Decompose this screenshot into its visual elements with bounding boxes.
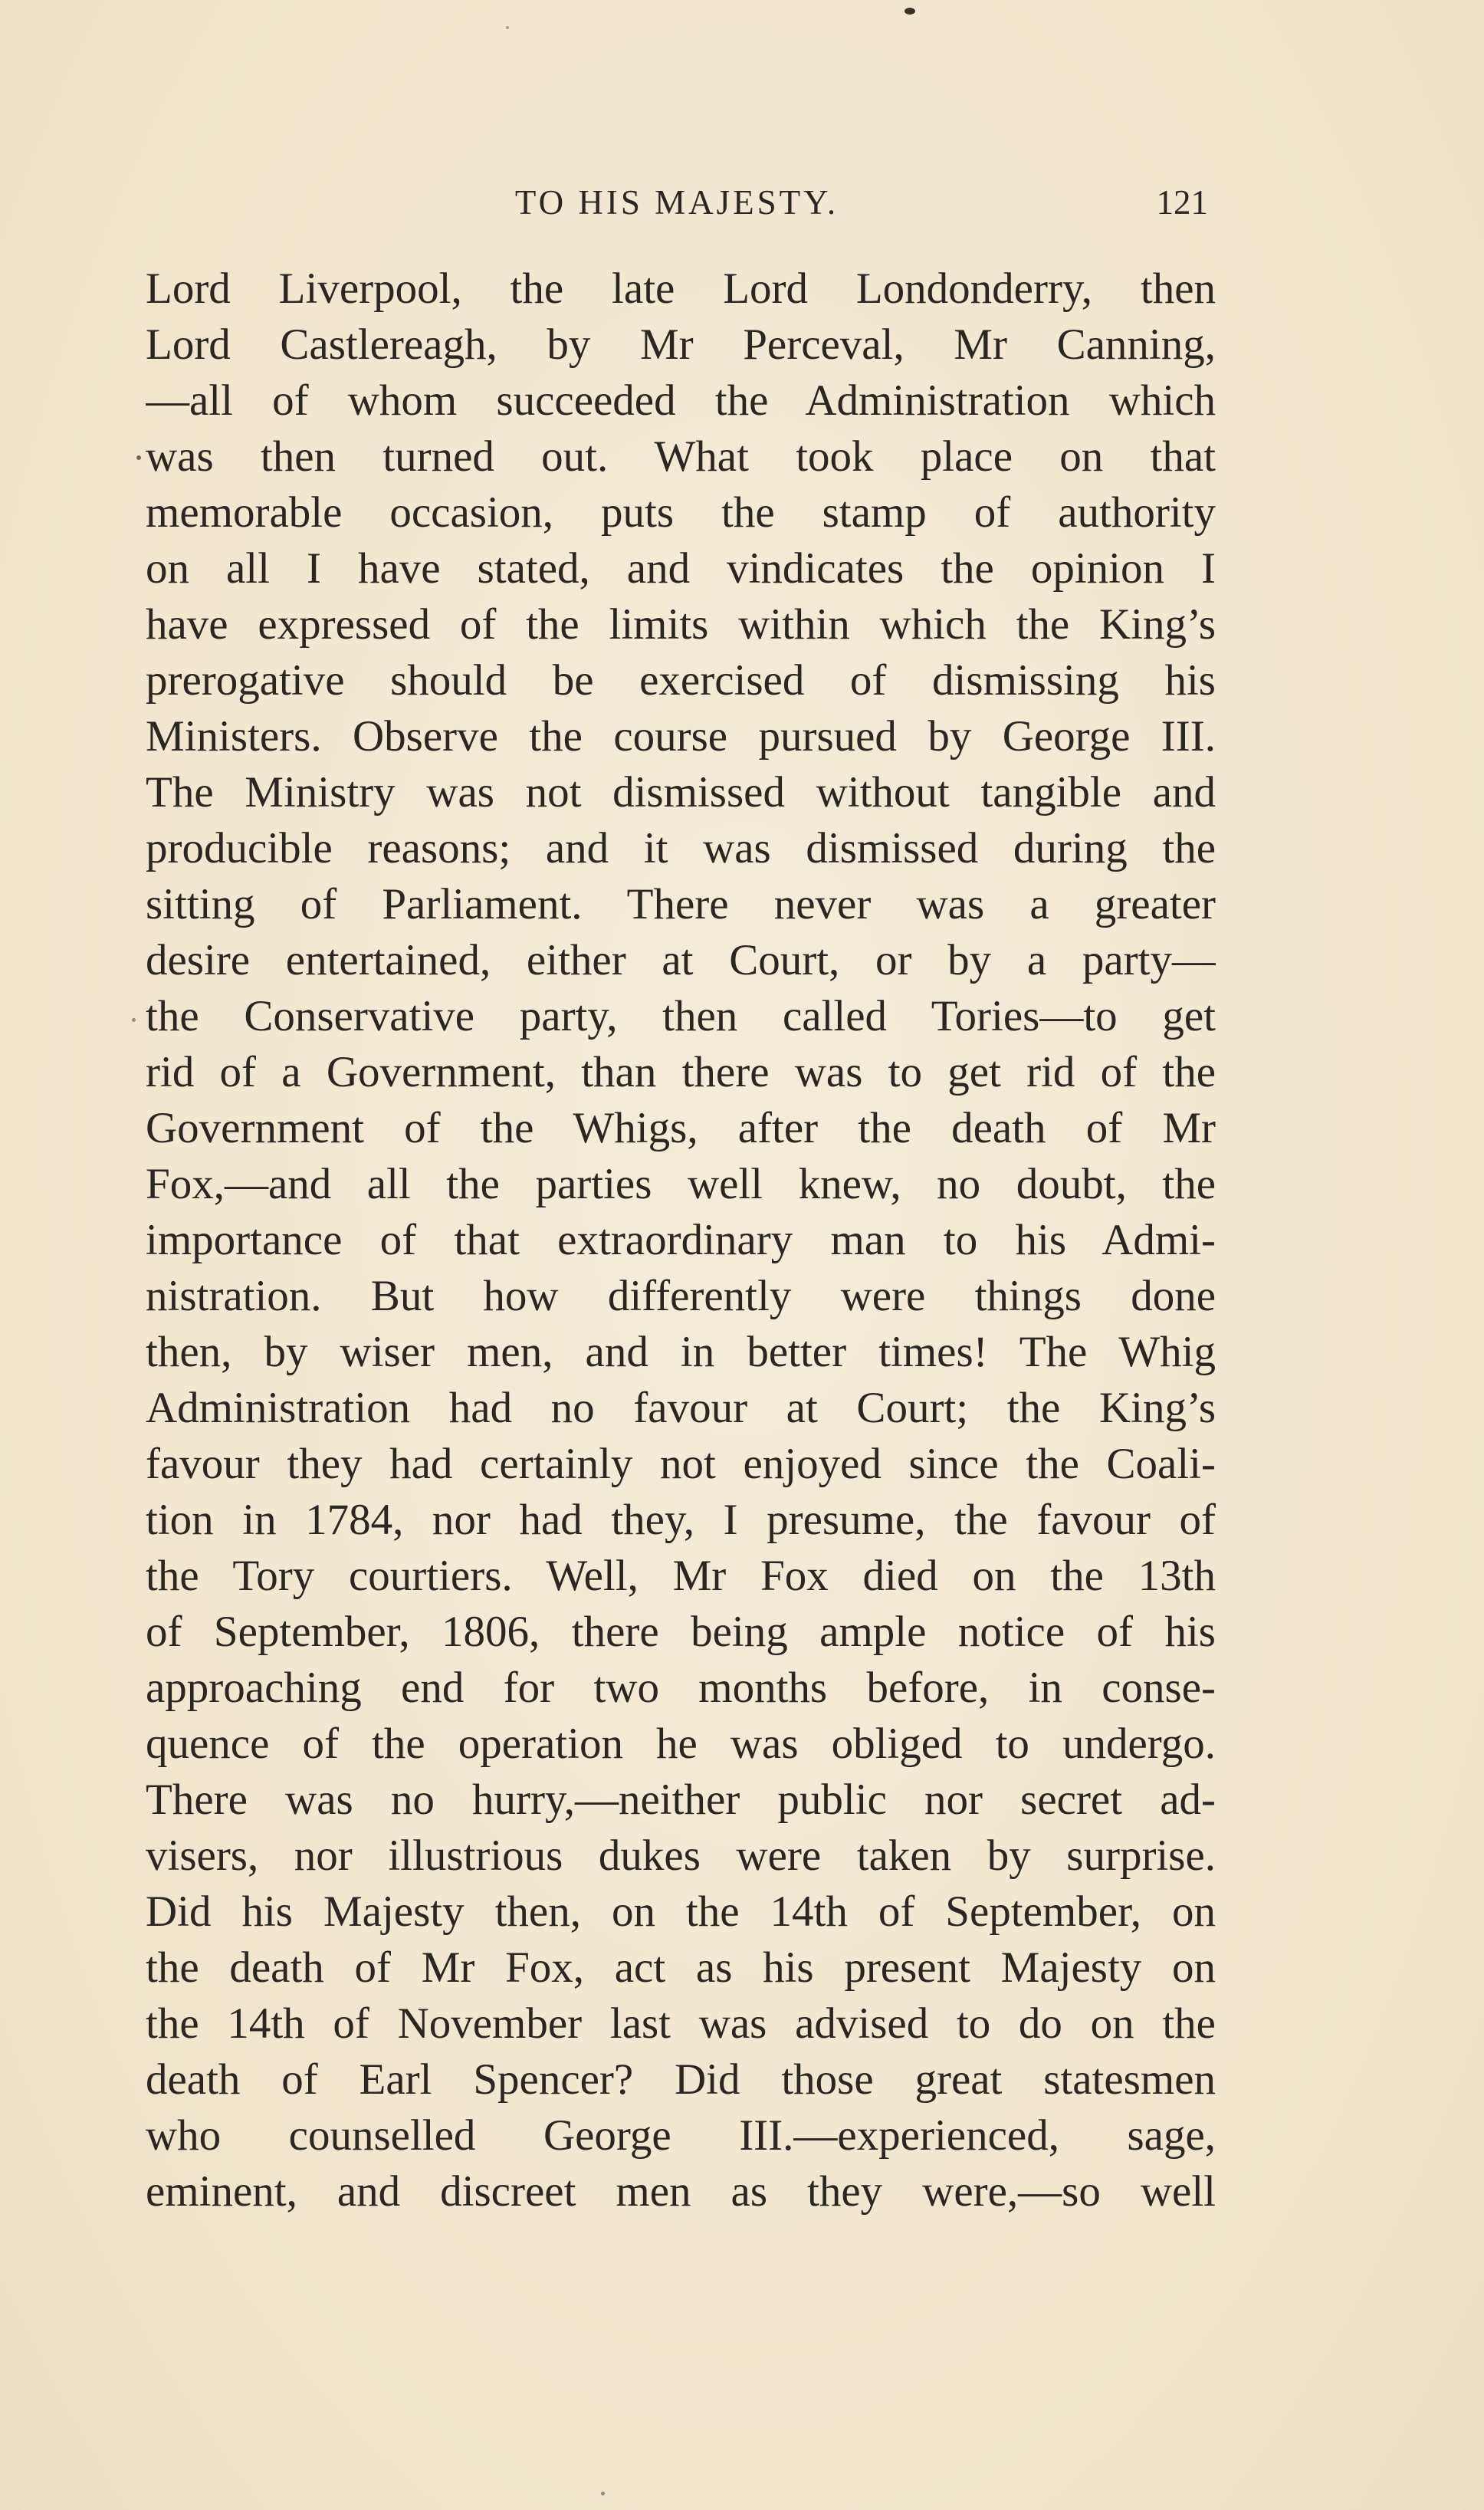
text-line: of September, 1806, there being ample notice of his (146, 1608, 1216, 1656)
text-line: memorable occasion, puts the stamp of authority (146, 488, 1216, 537)
page-number: 121 (1156, 183, 1208, 222)
text-line: rid of a Government, than there was to get rid of the (146, 1048, 1216, 1096)
text-line: approaching end for two months before, in conse- (146, 1664, 1216, 1712)
text-line: desire entertained, either at Court, or by a party— (146, 936, 1216, 984)
text-line: Fox,—and all the parties well knew, no doubt, the (146, 1160, 1216, 1208)
text-line: —all of whom succeeded the Administration which (146, 376, 1216, 425)
text-line: Lord Liverpool, the late Lord Londonderry, then (146, 264, 1216, 313)
text-line: was then turned out. What took place on that (146, 432, 1216, 481)
text-line: visers, nor illustrious dukes were taken by surprise. (146, 1832, 1216, 1880)
text-line: Government of the Whigs, after the death of Mr (146, 1104, 1216, 1152)
text-line: then, by wiser men, and in better times! The Whig (146, 1328, 1216, 1376)
text-line: eminent, and discreet men as they were,—so well (146, 2167, 1216, 2216)
text-line: sitting of Parliament. There never was a greater (146, 880, 1216, 928)
text-line: Did his Majesty then, on the 14th of September, on (146, 1887, 1216, 1936)
text-line: the Tory courtiers. Well, Mr Fox died on the 13th (146, 1552, 1216, 1600)
text-line: on all I have stated, and vindicates the opinion I (146, 544, 1216, 593)
ink-speck (601, 2492, 605, 2495)
ink-speck (136, 455, 141, 460)
ink-speck (506, 26, 509, 29)
text-line: the death of Mr Fox, act as his present Majesty on (146, 1943, 1216, 1992)
text-line: The Ministry was not dismissed without tangible and (146, 768, 1216, 816)
text-line: who counselled George III.—experienced, sage, (146, 2111, 1216, 2160)
text-line: prerogative should be exercised of dismissing his (146, 656, 1216, 705)
text-line: favour they had certainly not enjoyed since the Coali- (146, 1440, 1216, 1488)
text-line: death of Earl Spencer? Did those great statesmen (146, 2055, 1216, 2104)
text-line: the Conservative party, then called Tories—to get (146, 992, 1216, 1040)
text-line: importance of that extraordinary man to his Admi- (146, 1216, 1216, 1264)
text-line: have expressed of the limits within which the King’s (146, 600, 1216, 649)
running-title: TO HIS MAJESTY. (514, 183, 839, 222)
text-line: Lord Castlereagh, by Mr Perceval, Mr Canning, (146, 320, 1216, 369)
running-head (146, 182, 1208, 228)
text-line: Ministers. Observe the course pursued by George III. (146, 712, 1216, 761)
ink-speck (905, 8, 915, 15)
text-line: tion in 1784, nor had they, I presume, the favour of (146, 1496, 1216, 1544)
text-line: the 14th of November last was advised to do on the (146, 1999, 1216, 2048)
ink-speck (132, 1018, 136, 1022)
text-line: nistration. But how differently were things done (146, 1272, 1216, 1320)
body-text (146, 261, 1216, 2219)
text-line: There was no hurry,—neither public nor secret ad- (146, 1776, 1216, 1824)
text-line: producible reasons; and it was dismissed during the (146, 824, 1216, 872)
text-line: Administration had no favour at Court; the King’s (146, 1384, 1216, 1432)
text-line: quence of the operation he was obliged to undergo. (146, 1720, 1216, 1768)
